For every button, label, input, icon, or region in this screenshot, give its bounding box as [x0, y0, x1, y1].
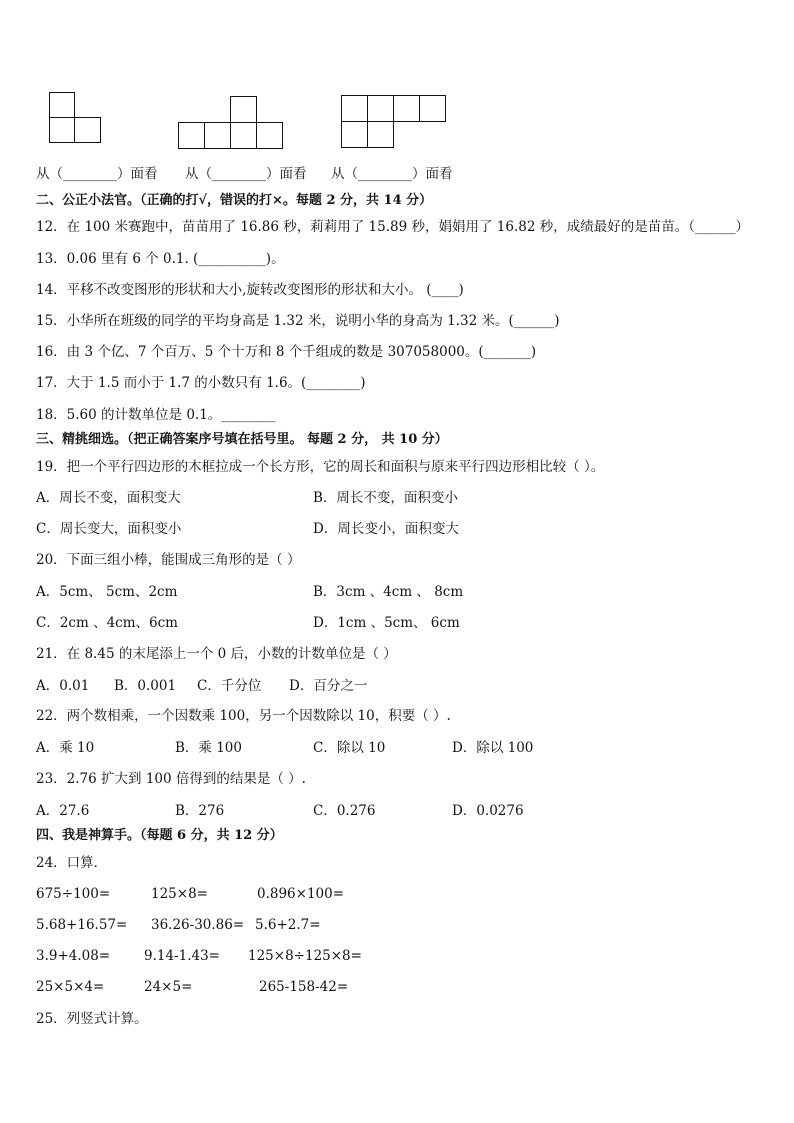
q21-option-d: D．百分之一	[289, 678, 368, 694]
calc-item: 265-158-42=	[259, 979, 349, 995]
question-14: 14．平移不改变图形的形状和大小,旋转改变图形的形状和大小。 (____)	[36, 282, 464, 298]
q23-option-c: C．0.276	[313, 803, 376, 819]
q20-option-a: A．5cm、 5cm、2cm	[36, 584, 178, 600]
question-19: 19．把一个平行四边形的木框拉成一个长方形，它的周长和面积与原来平行四边形相比较（ ）。	[36, 459, 605, 475]
calc-item: 9.14-1.43=	[144, 948, 220, 964]
q22-option-d: D．除以 100	[452, 740, 534, 756]
q21-option-b: B．0.001	[114, 678, 177, 694]
q23-option-a: A．27.6	[36, 803, 90, 819]
q20-option-d: D．1cm 、5cm、 6cm	[313, 615, 460, 631]
q19-option-c: C．周长变大，面积变小	[36, 521, 182, 537]
calc-item: 3.9+4.08=	[36, 948, 111, 964]
question-23: 23．2.76 扩大到 100 倍得到的结果是（ ）.	[36, 771, 306, 787]
calc-item: 36.26-30.86=	[151, 917, 245, 933]
question-13: 13．0.06 里有 6 个 0.1. (__________)。	[36, 251, 285, 267]
section-4-title: 四、我是神算手。（每题 6 分，共 12 分）	[36, 828, 283, 843]
question-15: 15．小华所在班级的同学的平均身高是 1.32 米，说明小华的身高为 1.32 米。(______)	[36, 313, 560, 329]
question-21: 21．在 8.45 的末尾添上一个 0 后，小数的计数单位是（ ）	[36, 646, 397, 662]
q23-option-d: D．0.0276	[452, 803, 524, 819]
question-22: 22．两个数相乘，一个因数乘 100，另一个因数除以 10，积要（ ）.	[36, 708, 451, 724]
q20-option-c: C．2cm 、4cm、6cm	[36, 615, 178, 631]
q23-option-b: B．276	[175, 803, 225, 819]
section-3-title: 三、精挑细选。（把正确答案序号填在括号里。 每题 2 分， 共 10 分）	[36, 432, 448, 447]
view-label-1: 从（________）面看	[36, 166, 158, 182]
question-25: 25．列竖式计算。	[36, 1011, 148, 1027]
calc-item: 25×5×4=	[36, 979, 105, 995]
q20-option-b: B．3cm 、4cm 、 8cm	[313, 584, 464, 600]
calc-item: 24×5=	[144, 979, 193, 995]
question-12: 12．在 100 米赛跑中，苗苗用了 16.86 秒，莉莉用了 15.89 秒，娟娟用了 16.82 秒，成绩最好的是苗苗。（______）	[36, 219, 749, 235]
question-18: 18．5.60 的计数单位是 0.1。________	[36, 407, 276, 423]
question-17: 17．大于 1.5 而小于 1.7 的小数只有 1.6。(________)	[36, 375, 366, 391]
q19-option-a: A．周长不变，面积变大	[36, 490, 181, 506]
section-2-title: 二、公正小法官。（正确的打√，错误的打×。每题 2 分，共 14 分）	[36, 193, 433, 208]
calc-item: 0.896×100=	[257, 886, 345, 902]
view-label-2: 从（________）面看	[185, 166, 307, 182]
q22-option-b: B．乘 100	[175, 740, 242, 756]
q19-option-d: D．周长变小，面积变大	[313, 521, 459, 537]
calc-item: 125×8÷125×8=	[248, 948, 362, 964]
question-20: 20．下面三组小棒，能围成三角形的是（ ）	[36, 552, 301, 568]
q22-option-c: C．除以 10	[313, 740, 386, 756]
question-24: 24．口算．	[36, 855, 108, 871]
question-16: 16．由 3 个亿、7 个百万、5 个十万和 8 个千组成的数是 307058000。(_______)	[36, 344, 537, 360]
q22-option-a: A．乘 10	[36, 740, 95, 756]
calc-item: 5.6+2.7=	[255, 917, 321, 933]
calc-item: 125×8=	[151, 886, 208, 902]
calc-item: 5.68+16.57=	[36, 917, 128, 933]
calc-item: 675÷100=	[36, 886, 111, 902]
q21-option-a: A．0.01	[36, 678, 90, 694]
q21-option-c: C．千分位	[197, 678, 262, 694]
q19-option-b: B．周长不变，面积变小	[313, 490, 458, 506]
view-label-3: 从（________）面看	[331, 166, 453, 182]
